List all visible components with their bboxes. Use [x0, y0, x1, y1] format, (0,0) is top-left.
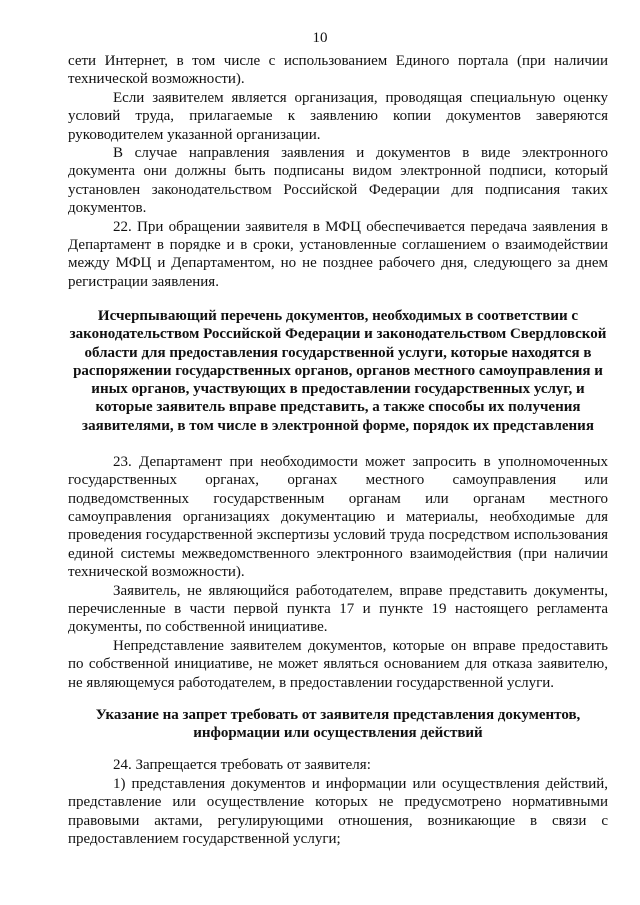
page-number: 10 [312, 30, 328, 46]
spacer [68, 435, 608, 453]
paragraph-24: 24. Запрещается требовать от заявителя: [113, 757, 371, 774]
spacer [68, 291, 608, 307]
paragraph-24-item-1: 1) представления документов и информации или осуществления действий, представление или осуществление которых не предусмотрено нормативными правовыми актами, регулирующими отношения, возникающие в связи с предоставлением государственной услуги; [68, 775, 608, 848]
document-body [68, 52, 608, 848]
paragraph-non-submission: Непредставление заявителем документов, которые он вправе предоставить по собственной инициативе, не может являться основанием для отказа заявителю, не являющемуся работодателем, в предоставлении государственной услуги. [68, 637, 608, 691]
paragraph-organization-copies: Если заявителем является организация, проводящая специальную оценку условий труда, прилагаемые к заявлению копии документов заверяются руководителем указанной организации. [68, 89, 608, 143]
section-heading-prohibition: Указание на запрет требовать от заявителя представления документов, информации или осуществления действий [95, 706, 581, 742]
paragraph-applicant-right: Заявитель, не являющийся работодателем, вправе представить документы, перечисленные в части первой пункта 17 и пункте 19 настоящего регламента документы, по собственной инициативе. [68, 582, 608, 636]
spacer [68, 742, 608, 756]
paragraph-electronic-signature: В случае направления заявления и документов в виде электронного документа они должны быть подписаны видом электронной подписи, который установлен законодательством Российской Федерации для подписания таких документов. [68, 145, 608, 217]
section-heading-documents-list: Исчерпывающий перечень документов, необходимых в соответствии с законодательством Российской Федерации и законодательством Свердловской области для предоставления государственной услуги, которые находятся в распоряжении государственных органов, органов местного самоуправления и иных органов, участвующих в предоставлении государственных услуг, и которые заявитель вправе представить, а также способы их получения заявителями, в том числе в электронной форме, порядок их представления [69, 308, 607, 434]
paragraph-22: 22. При обращении заявителя в МФЦ обеспечивается передача заявления в Департамент в порядке и в сроки, установленные соглашением о взаимодействии между МФЦ и Департаментом, но не позднее рабочего дня, следующего за днем регистрации заявления. [68, 218, 608, 290]
paragraph-23: 23. Департамент при необходимости может запросить в уполномоченных государственных органах, органах местного самоуправления или подведомственных государственным органам или органам местного самоуправления организациях документацию и материалы, необходимые для проведения государственной экспертизы условий труда посредством использования единой системы межведомственного электронного взаимодействия (при наличии технической возможности). [68, 453, 608, 581]
spacer [68, 692, 608, 706]
paragraph-continuation: сети Интернет, в том числе с использованием Единого портала (при наличии технической возможности). [68, 53, 608, 88]
